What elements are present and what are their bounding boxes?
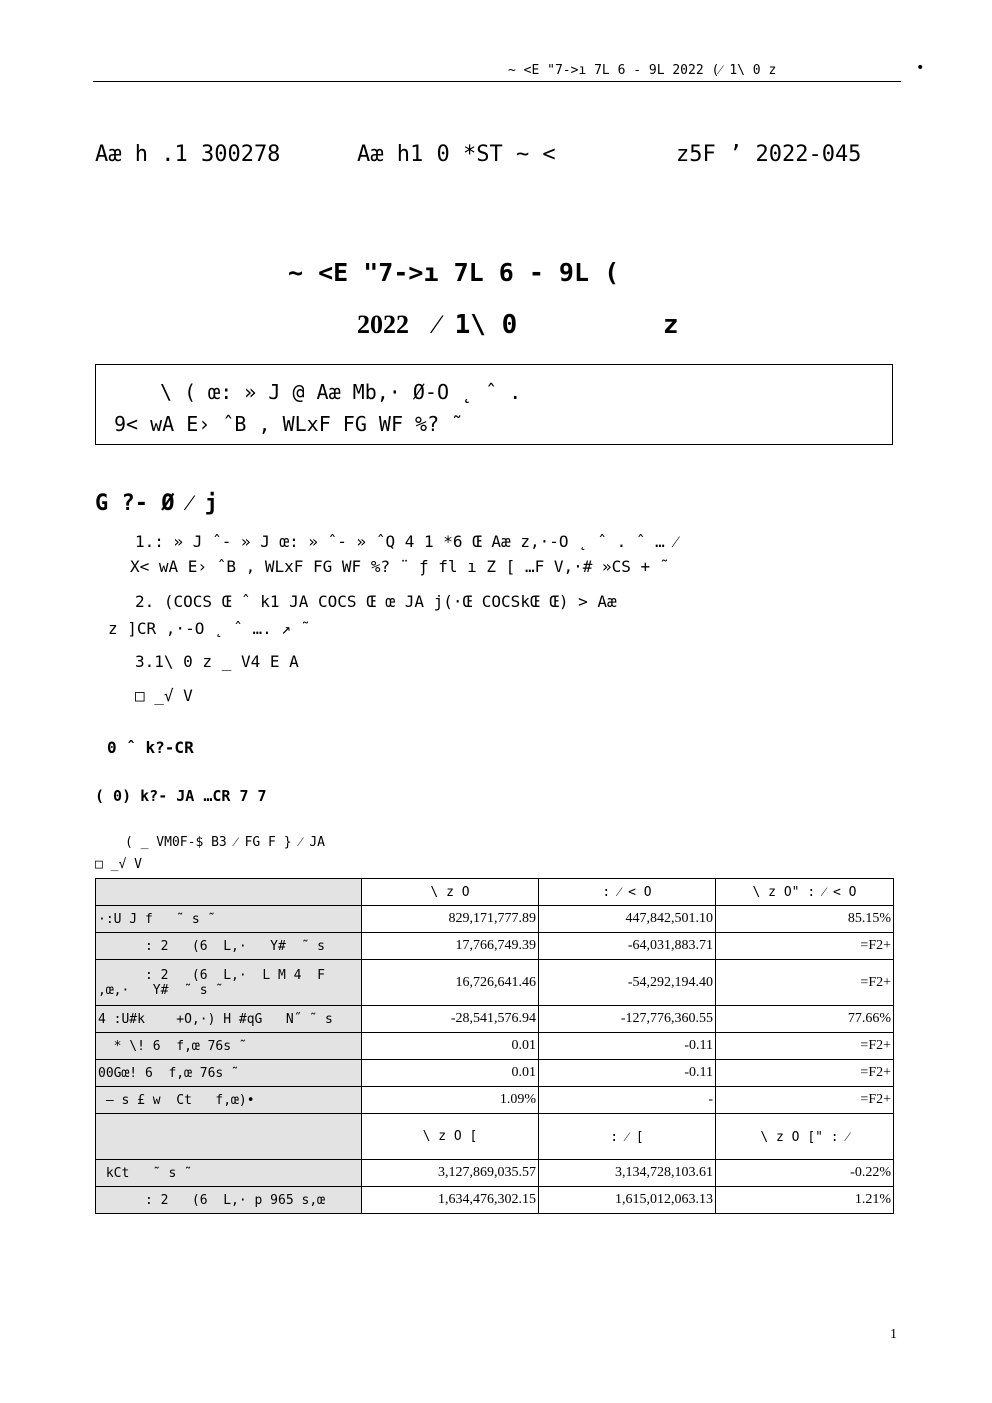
row-value: 1.21% <box>716 1187 894 1214</box>
row-label: — s £ w Ct f,œ)• <box>96 1087 362 1114</box>
row-value: -0.11 <box>539 1060 716 1087</box>
row-label: * \! 6 f,œ 76s ˜ <box>96 1033 362 1060</box>
table-row <box>96 906 894 933</box>
table-header-cell <box>96 1114 362 1160</box>
section-heading-2: 0 ˆ k?-CR <box>107 738 194 757</box>
row-value: 0.01 <box>362 1033 539 1060</box>
title-year: 2022 <box>357 310 409 339</box>
row-value: 1.09% <box>362 1087 539 1114</box>
row-label: : 2 (6 L,· Y# ˜ s <box>96 933 362 960</box>
table-header-row <box>96 879 894 906</box>
row-label: 4 :U#k +O,·) H #qG N˝ ˜ s <box>96 1006 362 1033</box>
running-title: ~ <E "7->ı 7L 6 - 9L 2022 (⁄ 1\ 0 z <box>508 63 777 78</box>
item-1-line-a: 1.: » J ˆ- » J œ: » ˆ- » ˆQ 4 1 *6 Œ Aæ z,·-O ˛ ˆ . ˆ … ⁄ <box>135 532 678 551</box>
page-number: 1 <box>890 1327 897 1342</box>
table-header-row <box>96 1114 894 1160</box>
row-value: 3,127,869,035.57 <box>362 1160 539 1187</box>
row-value: 0.01 <box>362 1060 539 1087</box>
item-2-line-b: z ]CR ,·-O ˛ ˆ …. ↗ ˜ <box>108 619 311 638</box>
row-value: =F2+ <box>716 1060 894 1087</box>
row-value: 77.66% <box>716 1006 894 1033</box>
row-label: kCt ˜ s ˜ <box>96 1160 362 1187</box>
row-value: 3,134,728,103.61 <box>539 1160 716 1187</box>
table-row <box>96 1160 894 1187</box>
table-row <box>96 1087 894 1114</box>
row-value: =F2+ <box>716 960 894 1006</box>
row-value: -64,031,883.71 <box>539 933 716 960</box>
title-rest: ⁄ 1\ 0 <box>434 310 518 340</box>
row-value: -54,292,194.40 <box>539 960 716 1006</box>
row-value: -127,776,360.55 <box>539 1006 716 1033</box>
row-value: 17,766,749.39 <box>362 933 539 960</box>
document-title-line1: ~ <E "7->ı 7L 6 - 9L ( <box>288 258 620 287</box>
table-row <box>96 1006 894 1033</box>
notice-number: z5F ’ 2022-045 <box>676 142 862 167</box>
stock-abbreviation: Aæ h1 0 *ST ~ < <box>357 142 556 167</box>
header-rule <box>93 81 901 82</box>
table-row <box>96 1033 894 1060</box>
item-3: 3.1\ 0 z _ V4 E A <box>135 652 299 671</box>
item-3-checkbox-line: □ _√ V <box>135 686 193 705</box>
row-value: 1,615,012,063.13 <box>539 1187 716 1214</box>
table-row <box>96 1187 894 1214</box>
stock-code: Aæ h .1 300278 <box>95 142 281 167</box>
table-header-cell: : ⁄ < O <box>539 879 716 906</box>
table-row <box>96 960 894 1006</box>
row-value: 447,842,501.10 <box>539 906 716 933</box>
table-header-cell <box>96 879 362 906</box>
row-value: - <box>539 1087 716 1114</box>
row-value: 85.15% <box>716 906 894 933</box>
row-label: 00Gœ! 6 f,œ 76s ˜ <box>96 1060 362 1087</box>
table-row <box>96 1060 894 1087</box>
unit-line-1: ( _ VM0F-$ B3 ⁄ FG F } ⁄ JA <box>125 835 326 850</box>
table-header-cell: \ z O" : ⁄ < O <box>716 879 894 906</box>
sub-heading: ( 0) k?- JA …CR 7 7 <box>95 787 267 805</box>
item-1-line-b: X< wA E› ˆB , WLxF FG WF %? ¨ ƒ fl ı Z [ …F V,·# »CS + ˜ <box>130 557 670 576</box>
table-header-cell: \ z O <box>362 879 539 906</box>
running-header <box>508 62 776 78</box>
row-value: =F2+ <box>716 933 894 960</box>
table-row <box>96 933 894 960</box>
row-value: -28,541,576.94 <box>362 1006 539 1033</box>
table-header-cell: \ z O [" : ⁄ <box>716 1114 894 1160</box>
statement-line-2: 9< wA E› ˆB , WLxF FG WF %? ˜ <box>114 412 464 436</box>
row-value: =F2+ <box>716 1087 894 1114</box>
document-title-line2 <box>357 310 679 340</box>
row-value: =F2+ <box>716 1033 894 1060</box>
row-value: -0.22% <box>716 1160 894 1187</box>
financial-data-table <box>95 878 894 1214</box>
statement-line-1: \ ( œ: » J @ Aæ Mb,· Ø-O ˛ ˆ . <box>160 380 522 404</box>
title-tail: z <box>662 310 679 340</box>
item-2-line-a: 2. (COCS Œ ˆ k1 JA COCS Œ œ JA j(·Œ COCSkŒ Œ) > Aæ <box>135 592 617 611</box>
row-value: 829,171,777.89 <box>362 906 539 933</box>
row-value: 16,726,641.46 <box>362 960 539 1006</box>
table-header-cell: \ z O [ <box>362 1114 539 1160</box>
section-heading-1: G ?- Ø ⁄ j <box>95 491 218 516</box>
unit-line-2: □ _√ V <box>95 857 142 872</box>
row-label: : 2 (6 L,· p 965 s,œ <box>96 1187 362 1214</box>
row-value: 1,634,476,302.15 <box>362 1187 539 1214</box>
table-header-cell: : ⁄ [ <box>539 1114 716 1160</box>
row-label: : 2 (6 L,· L M 4 F ,œ,· Y# ˜ s ˜ <box>96 960 362 1006</box>
row-label: ·:U J f ˜ s ˜ <box>96 906 362 933</box>
row-value: -0.11 <box>539 1033 716 1060</box>
header-bullet: • <box>916 60 925 76</box>
